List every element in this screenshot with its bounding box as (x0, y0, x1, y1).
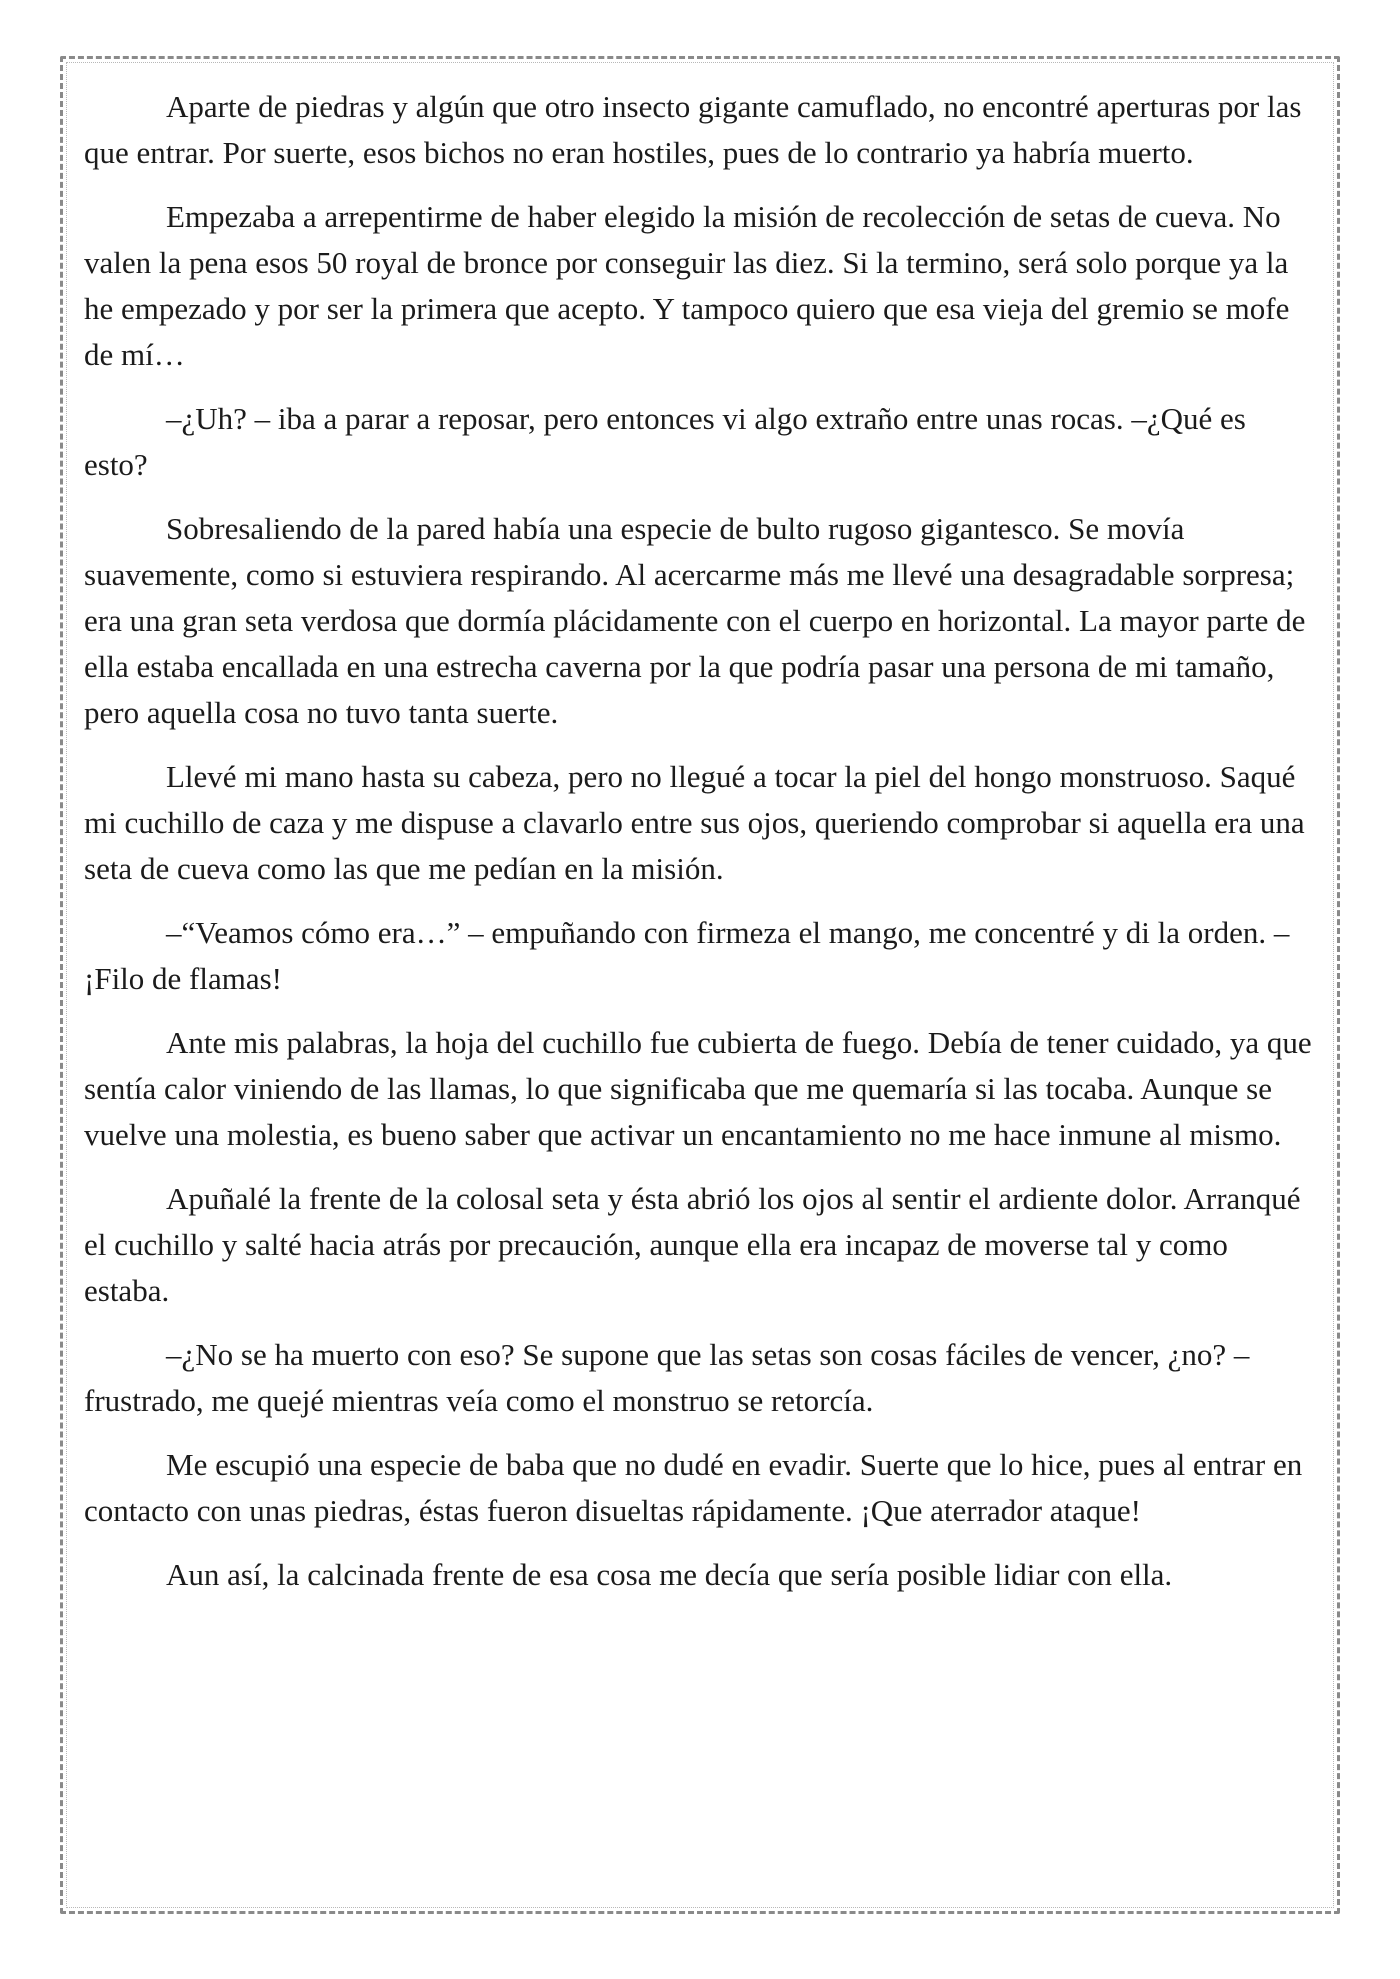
paragraph: Empezaba a arrepentirme de haber elegido la misión de recolección de setas de cueva. No valen la pena esos 50 royal de bronce por conseguir las diez. Si la termino, será solo porque ya la he empezado y por ser la primera que acepto. Y tampoco quiero que esa vieja del gremio se mofe de mí… (84, 199, 1290, 372)
paragraph: Sobresaliendo de la pared había una especie de bulto rugoso gigantesco. Se movía suavemente, como si estuviera respirando. Al acercarme más me llevé una desagradable sorpresa; era una gran seta verdosa que dormía plácidamente con el cuerpo en horizontal. La mayor parte de ella estaba encallada en una estrecha caverna por la que podría pasar una persona de mi tamaño, pero aquella cosa no tuvo tanta suerte. (84, 511, 1306, 730)
paragraph: Llevé mi mano hasta su cabeza, pero no llegué a tocar la piel del hongo monstruoso. Saqué mi cuchillo de caza y me dispuse a clavarlo entre sus ojos, queriendo comprobar si aquella era una seta de cueva como las que me pedían en la misión. (84, 759, 1305, 886)
paragraph: Aun así, la calcinada frente de esa cosa me decía que sería posible lidiar con ella. (166, 1557, 1173, 1592)
paragraph: –¿No se ha muerto con eso? Se supone que las setas son cosas fáciles de vencer, ¿no? – frustrado, me quejé mientras veía como el monstruo se retorcía. (84, 1337, 1250, 1418)
paragraph: Apuñalé la frente de la colosal seta y ésta abrió los ojos al sentir el ardiente dolor. Arranqué el cuchillo y salté hacia atrás por precaución, aunque ella era incapaz de moverse tal y como estaba. (84, 1181, 1301, 1308)
paragraph: Aparte de piedras y algún que otro insecto gigante camuflado, no encontré aperturas por las que entrar. Por suerte, esos bichos no eran hostiles, pues de lo contrario ya habría muerto. (84, 89, 1302, 170)
document-body (84, 84, 1314, 1616)
paragraph: –¿Uh? – iba a parar a reposar, pero entonces vi algo extraño entre unas rocas. –¿Qué es esto? (84, 401, 1246, 482)
paragraph: Me escupió una especie de baba que no dudé en evadir. Suerte que lo hice, pues al entrar en contacto con unas piedras, éstas fueron disueltas rápidamente. ¡Que aterrador ataque! (84, 1447, 1303, 1528)
paragraph: Ante mis palabras, la hoja del cuchillo fue cubierta de fuego. Debía de tener cuidado, ya que sentía calor viniendo de las llamas, lo que significaba que me quemaría si las tocaba. Aunque se vuelve una molestia, es bueno saber que activar un encantamiento no me hace inmune al mismo. (84, 1025, 1312, 1152)
paragraph: –“Veamos cómo era…” – empuñando con firmeza el mango, me concentré y di la orden. –¡Filo de flamas! (84, 915, 1290, 996)
